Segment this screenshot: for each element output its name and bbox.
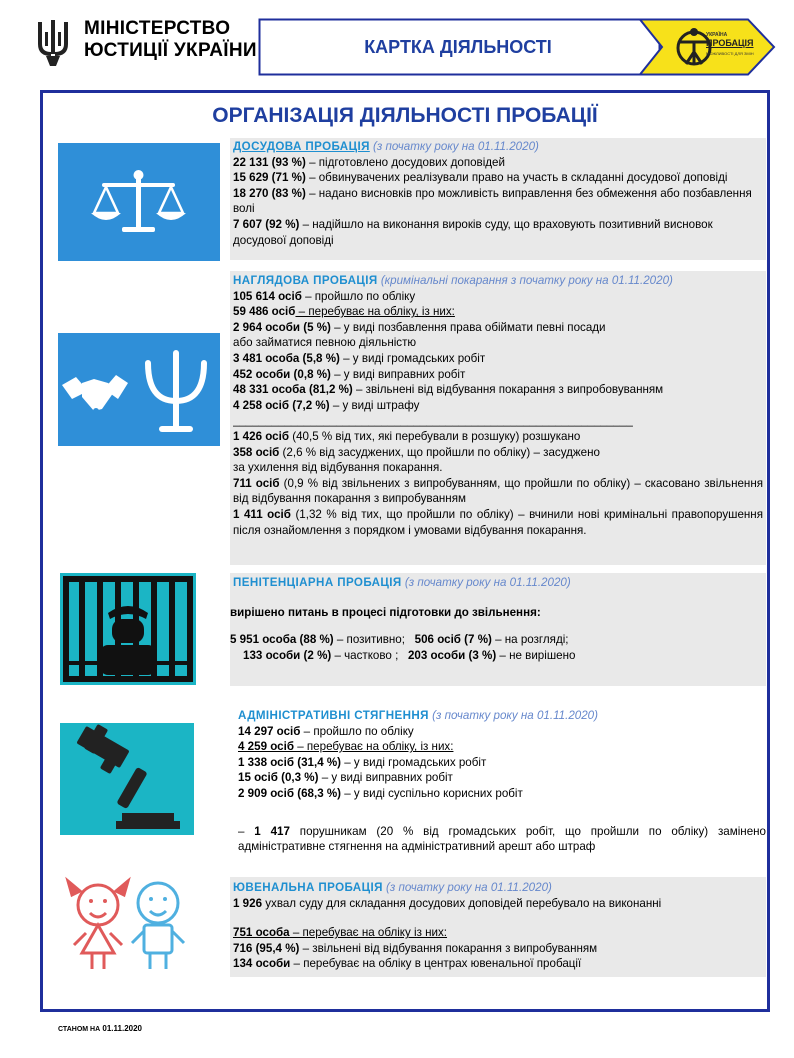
juvenile-title: ЮВЕНАЛЬНА ПРОБАЦІЯ xyxy=(233,881,383,894)
list-item: 18 270 (83 %) – надано висновків про можливість виправлення без обмеження або позбавлення волі xyxy=(233,186,752,216)
list-item: 716 (95,4 %) – звільнені від відбування покарання з випробуванням xyxy=(233,941,598,955)
penitentiary-title: ПЕНІТЕНЦІАРНА ПРОБАЦІЯ xyxy=(233,576,402,589)
children-icon xyxy=(58,873,198,973)
footer-label: СТАНОМ НА xyxy=(58,1026,101,1033)
list-item: 5 951 особа (88 %) – позитивно; 506 осіб (7 %) – на розгляді; xyxy=(230,633,569,647)
penitentiary-icon-box xyxy=(60,573,196,685)
list-item: 4 259 осіб – перебуває на обліку, із них: xyxy=(238,740,454,754)
logo-line-2: ПРОБАЦІЯ xyxy=(706,38,754,48)
gavel-icon xyxy=(60,723,194,835)
main-title: ОРГАНІЗАЦІЯ ДІЯЛЬНОСТІ ПРОБАЦІЇ xyxy=(212,104,598,127)
list-item: за ухилення від відбування покарання. xyxy=(233,461,443,475)
list-item: 15 629 (71 %) – обвинувачених реалізували право на участь в складанні досудової доповіді xyxy=(233,171,728,185)
trident-icon xyxy=(36,18,70,68)
penitentiary-period: (з початку року на 01.11.2020) xyxy=(401,576,571,589)
list-item: 452 особи (0,8 %) – у виді виправних робіт xyxy=(233,367,466,381)
presentence-icon-box xyxy=(58,143,220,261)
list-item: 133 особи (2 %) – частково ; 203 особи (3 %) – не вирішено xyxy=(243,648,576,662)
list-item: 15 осіб (0,3 %) – у виді виправних робіт xyxy=(238,771,453,785)
juvenile-period: (з початку року на 01.11.2020) xyxy=(382,881,552,894)
card-title: КАРТКА ДІЯЛЬНОСТІ xyxy=(364,36,552,57)
presentence-title: ДОСУДОВА ПРОБАЦІЯ xyxy=(233,140,370,153)
administrative-title: АДМІНІСТРАТИВНІ СТЯГНЕННЯ xyxy=(238,709,429,722)
ministry-line-2: ЮСТИЦІЇ УКРАЇНИ xyxy=(84,40,257,61)
penitentiary-intro: вирішено питань в процесі підготовки до звільнення: xyxy=(230,605,541,619)
list-item: 1 426 осіб (40,5 % від тих, які перебували в розшуку) розшукано xyxy=(233,429,581,443)
list-item: 358 осіб (2,6 % від засуджених, що пройшли по обліку) – засуджено xyxy=(233,445,600,459)
card-title-banner xyxy=(258,18,778,76)
ministry-name xyxy=(84,18,257,62)
scales-icon xyxy=(58,143,220,261)
supervision-title: НАГЛЯДОВА ПРОБАЦІЯ xyxy=(233,274,378,287)
list-item: 751 особа – перебуває на обліку із них: xyxy=(233,926,448,940)
ministry-line-1: МІНІСТЕРСТВО xyxy=(84,18,231,39)
penitentiary-section xyxy=(230,575,766,663)
list-item: 48 331 особа (81,2 %) – звільнені від відбування покарання з випробовуванням xyxy=(233,383,664,397)
list-item: 2 909 осіб (68,3 %) – у виді суспільно корисних робіт xyxy=(238,786,523,800)
list-item: або займатися певною діяльністю xyxy=(233,336,417,350)
list-item: 1 926 ухвал суду для складання досудових доповідей перебувало на виконанні xyxy=(233,896,662,910)
presentence-period: (з початку року на 01.11.2020) xyxy=(369,140,539,153)
presentence-section xyxy=(233,139,763,248)
prison-bars-icon xyxy=(60,573,196,685)
list-item: 7 607 (92 %) – надійшло на виконання вироків суду, що враховують позитивний висновок досудової доповіді xyxy=(233,217,713,247)
list-item: 4 258 осіб (7,2 %) – у виді штрафу xyxy=(233,398,420,412)
administrative-section xyxy=(230,708,766,855)
list-item: 1 411 осіб (1,32 % від тих, що пройшли по обліку) – вчинили нові кримінальні правопорушення після ознайомлення з порядком і умовами відбування покарання. xyxy=(233,507,763,537)
list-item: 3 481 особа (5,8 %) – у виді громадських робіт xyxy=(233,351,486,365)
divider: ______________________________________________________________ xyxy=(233,414,633,428)
administrative-note: – 1 417 порушникам (20 % від громадських робіт, що пройшли по обліку) замінено адміністративне стягнення на адміністративний арешт або штраф xyxy=(238,824,766,854)
list-item: 14 297 осіб – пройшло по обліку xyxy=(238,724,414,738)
footer-date xyxy=(58,1024,142,1033)
list-item: 59 486 осіб – перебуває на обліку, із них: xyxy=(233,305,455,319)
footer-date-value: 01.11.2020 xyxy=(102,1024,143,1033)
list-item: 134 особи – перебуває на обліку в центрах ювенальної пробації xyxy=(233,957,582,971)
psi-icon xyxy=(148,353,204,429)
logo-line-1: УКРАЇНА xyxy=(706,32,728,38)
handshake-icon xyxy=(62,375,128,414)
supervision-period: (кримінальні покарання з початку року на 01.11.2020) xyxy=(377,274,673,287)
list-item: 1 338 осіб (31,4 %) – у виді громадських робіт xyxy=(238,755,487,769)
list-item: 105 614 осіб – пройшло по обліку xyxy=(233,289,416,303)
list-item: 711 осіб (0,9 % від звільнених з випробуванням, що пройшли по обліку) – скасовано звільнення від відбування покарання з випробуванням xyxy=(233,476,764,506)
administrative-period: (з початку року на 01.11.2020) xyxy=(428,709,598,722)
juvenile-section xyxy=(233,880,763,972)
logo-line-3: МОЖЛИВОСТІ ДЛЯ ЗМІН xyxy=(706,51,754,56)
list-item: 22 131 (93 %) – підготовлено досудових доповідей xyxy=(233,155,505,169)
administrative-icon-box xyxy=(60,723,194,835)
list-item: 2 964 особи (5 %) – у виді позбавлення права обіймати певні посади xyxy=(233,320,606,334)
supervision-icon-box xyxy=(58,333,220,446)
supervision-section xyxy=(233,273,763,538)
